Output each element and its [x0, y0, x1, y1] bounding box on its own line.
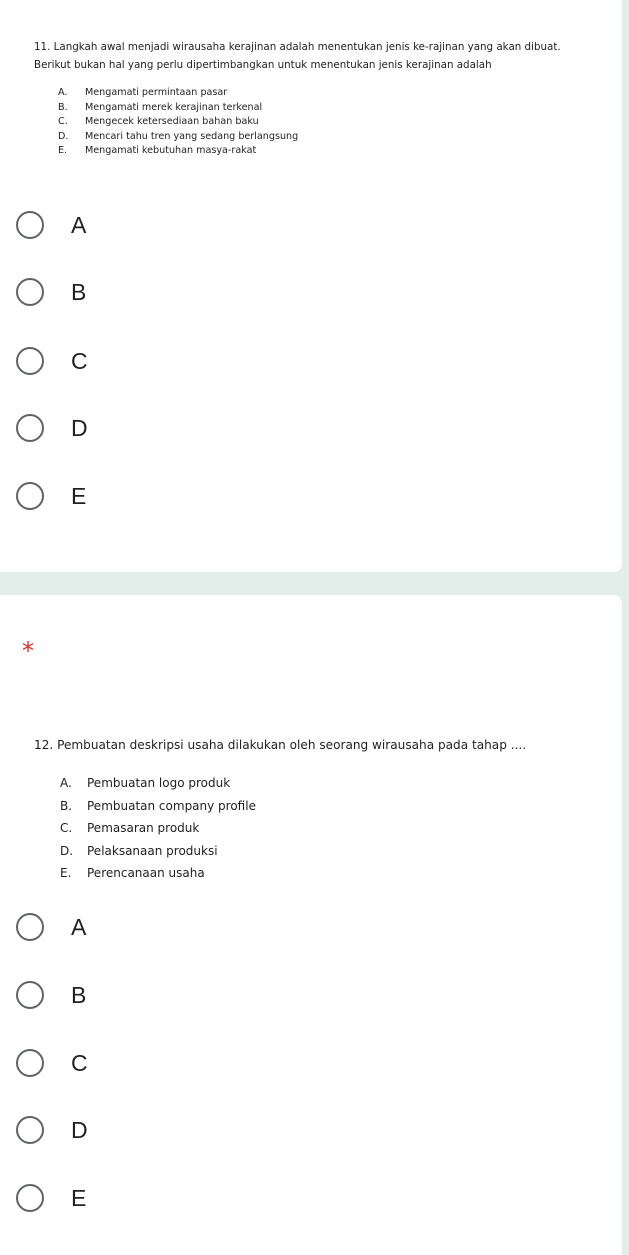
radio-button[interactable]: [16, 1184, 44, 1212]
radio-choice-a[interactable]: [16, 909, 316, 945]
option-text: A. Pembuatan logo produk: [60, 776, 231, 790]
required-asterisk: *: [22, 637, 34, 665]
option-text: C. Mengecek ketersediaan bahan baku: [58, 116, 259, 127]
radio-choice-b[interactable]: [16, 977, 316, 1013]
option-text: C. Pemasaran produk: [60, 821, 200, 835]
option-text: A. Mengamati permintaan pasar: [58, 87, 228, 98]
choice-label: B: [71, 278, 87, 305]
question-text-11: [34, 38, 614, 74]
question-line: 11. Langkah awal menjadi wirausaha kerajinan adalah menentukan jenis ke-rajinan yang akan dibuat.: [34, 41, 561, 53]
choice-label: D: [71, 414, 88, 441]
choice-label: E: [71, 1184, 87, 1211]
radio-choice-e[interactable]: [16, 1180, 316, 1216]
choice-label: D: [71, 1116, 88, 1143]
choice-label: B: [71, 981, 87, 1008]
option-text: B. Pembuatan company profile: [60, 798, 256, 813]
option-list-12: [60, 772, 256, 885]
radio-button[interactable]: [16, 278, 44, 306]
radio-button[interactable]: [16, 347, 44, 375]
radio-button[interactable]: [16, 1116, 44, 1144]
radio-choice-e[interactable]: [16, 478, 316, 514]
radio-button[interactable]: [16, 1049, 44, 1077]
choice-label: A: [71, 913, 87, 940]
option-text: D. Pelaksanaan produksi: [60, 843, 218, 858]
option-text: D. Mencari tahu tren yang sedang berlangsung: [58, 130, 299, 142]
radio-button[interactable]: [16, 913, 44, 941]
radio-button[interactable]: [16, 211, 44, 239]
radio-choice-a[interactable]: [16, 207, 316, 243]
radio-choice-c[interactable]: [16, 1045, 316, 1081]
option-list-11: [58, 86, 298, 159]
question-card-11: [0, 0, 622, 572]
option-text: B. Mengamati merek kerajinan terkenal: [58, 101, 263, 113]
option-text: E. Mengamati kebutuhan masya-rakat: [58, 145, 257, 156]
choice-label: E: [71, 482, 87, 509]
question-text-12: 12. Pembuatan deskripsi usaha dilakukan oleh seorang wirausaha pada tahap ....: [34, 738, 527, 752]
choice-label: C: [71, 347, 88, 374]
radio-button[interactable]: [16, 482, 44, 510]
choice-label: C: [71, 1049, 88, 1076]
question-line: Berikut bukan hal yang perlu dipertimbangkan untuk menentukan jenis kerajinan adalah: [34, 59, 492, 71]
radio-choice-b[interactable]: [16, 274, 316, 310]
radio-choice-d[interactable]: [16, 410, 316, 446]
radio-choice-d[interactable]: [16, 1112, 316, 1148]
radio-choice-c[interactable]: [16, 343, 316, 379]
option-text: E. Perencanaan usaha: [60, 866, 205, 880]
radio-button[interactable]: [16, 981, 44, 1009]
choice-label: A: [71, 211, 87, 238]
radio-button[interactable]: [16, 414, 44, 442]
